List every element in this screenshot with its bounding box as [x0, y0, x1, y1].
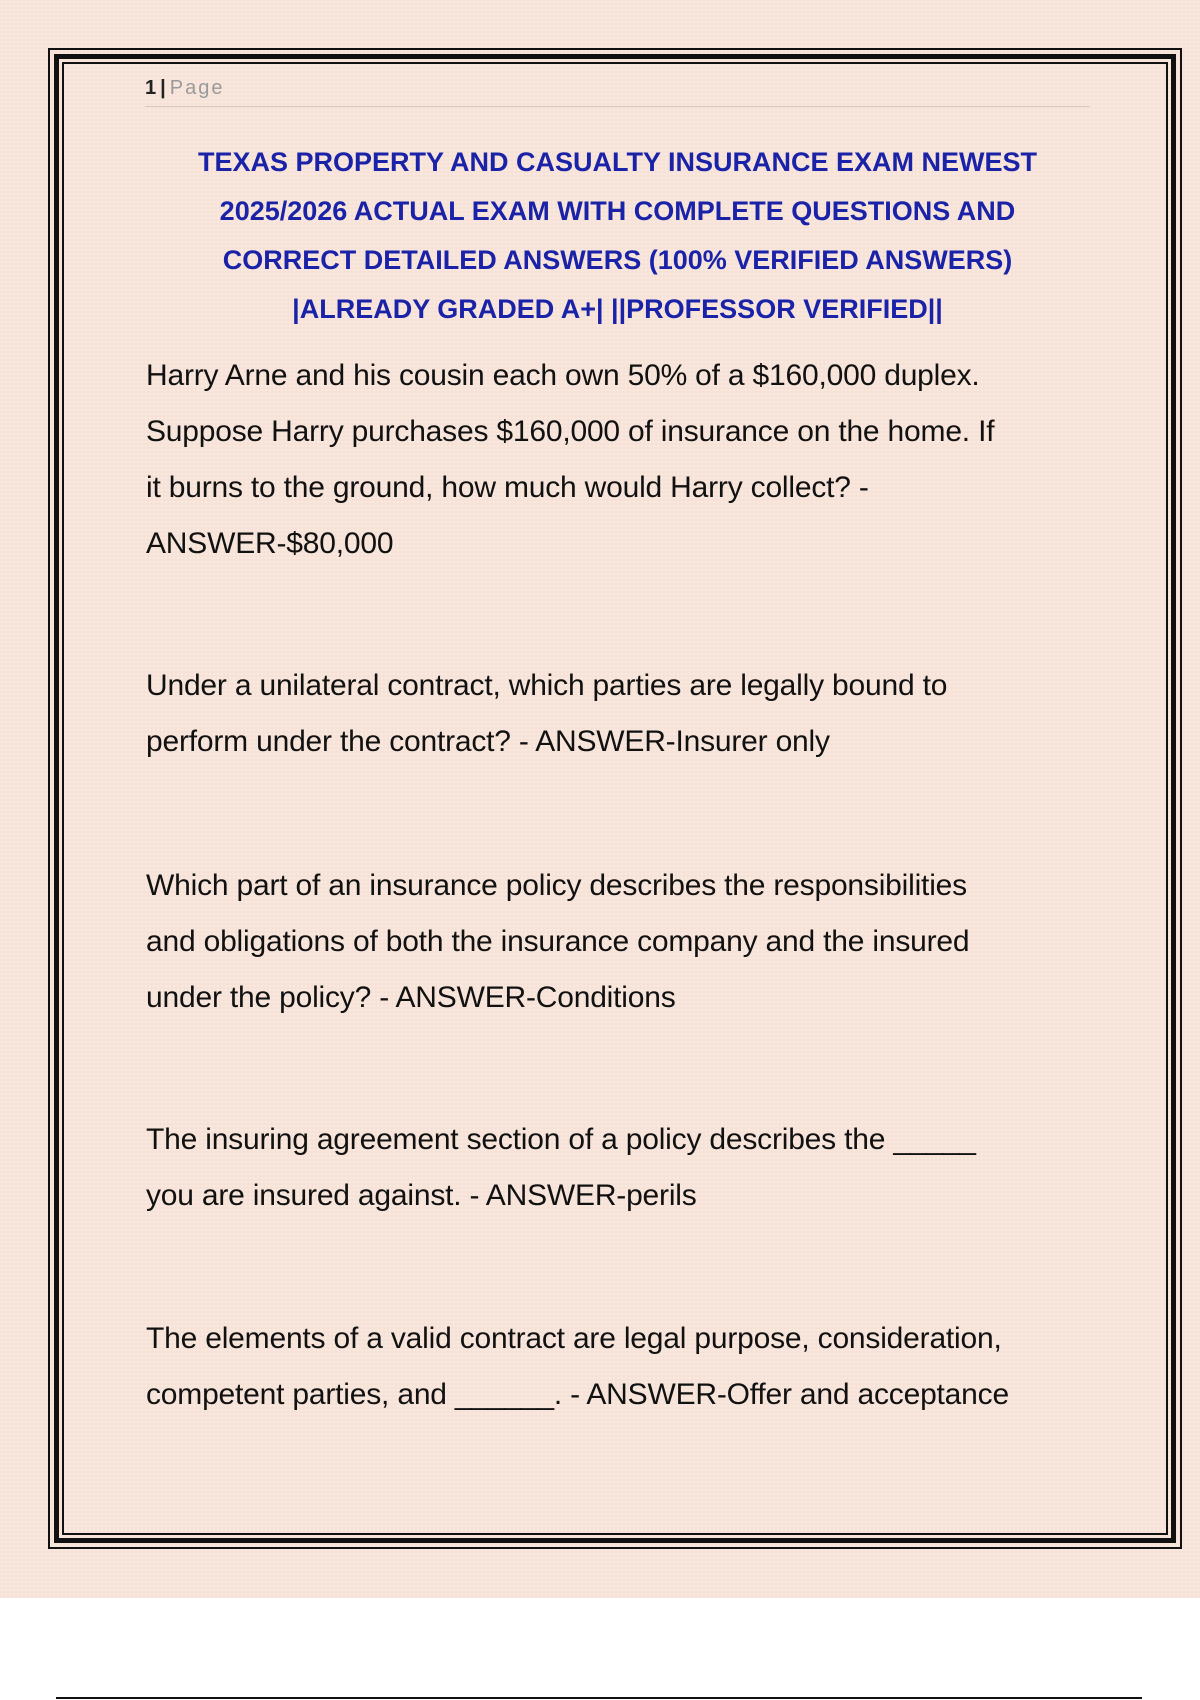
title-line: 2025/2026 ACTUAL EXAM WITH COMPLETE QUESTIONS AND	[219, 196, 1016, 226]
qa-line: Which part of an insurance policy describes the responsibilities	[146, 869, 967, 902]
qa-line: Under a unilateral contract, which parties are legally bound to	[146, 669, 948, 702]
qa-line: The elements of a valid contract are legal purpose, consideration,	[146, 1322, 1002, 1355]
bottom-divider	[56, 1697, 1142, 1699]
document-title	[150, 138, 1085, 334]
page-header	[145, 74, 1090, 107]
title-line: |ALREADY GRADED A+| ||PROFESSOR VERIFIED||	[292, 294, 943, 324]
qa-item	[146, 1311, 1096, 1423]
qa-line: under the policy? - ANSWER-Conditions	[146, 981, 676, 1014]
qa-line: The insuring agreement section of a policy describes the _____	[146, 1123, 976, 1156]
qa-line: perform under the contract? - ANSWER-Insurer only	[146, 725, 830, 758]
title-line: TEXAS PROPERTY AND CASUALTY INSURANCE EXAM NEWEST	[197, 147, 1038, 177]
page-separator: |	[160, 77, 166, 99]
qa-line: you are insured against. - ANSWER-perils	[146, 1179, 697, 1212]
qa-item	[146, 348, 1096, 572]
qa-line: competent parties, and ______. - ANSWER-Offer and acceptance	[146, 1378, 1009, 1411]
qa-item	[146, 1112, 1096, 1224]
qa-line: Harry Arne and his cousin each own 50% of a $160,000 duplex.	[146, 359, 980, 392]
qa-item	[146, 658, 1096, 770]
title-line: CORRECT DETAILED ANSWERS (100% VERIFIED ANSWERS)	[222, 245, 1013, 275]
qa-line: ANSWER-$80,000	[146, 527, 394, 560]
qa-line: Suppose Harry purchases $160,000 of insurance on the home. If	[146, 415, 995, 448]
qa-line: it burns to the ground, how much would Harry collect? -	[146, 471, 869, 504]
page-label: Page	[169, 77, 225, 99]
qa-item	[146, 858, 1096, 1026]
qa-line: and obligations of both the insurance company and the insured	[146, 925, 970, 958]
page-number: 1	[145, 77, 157, 99]
